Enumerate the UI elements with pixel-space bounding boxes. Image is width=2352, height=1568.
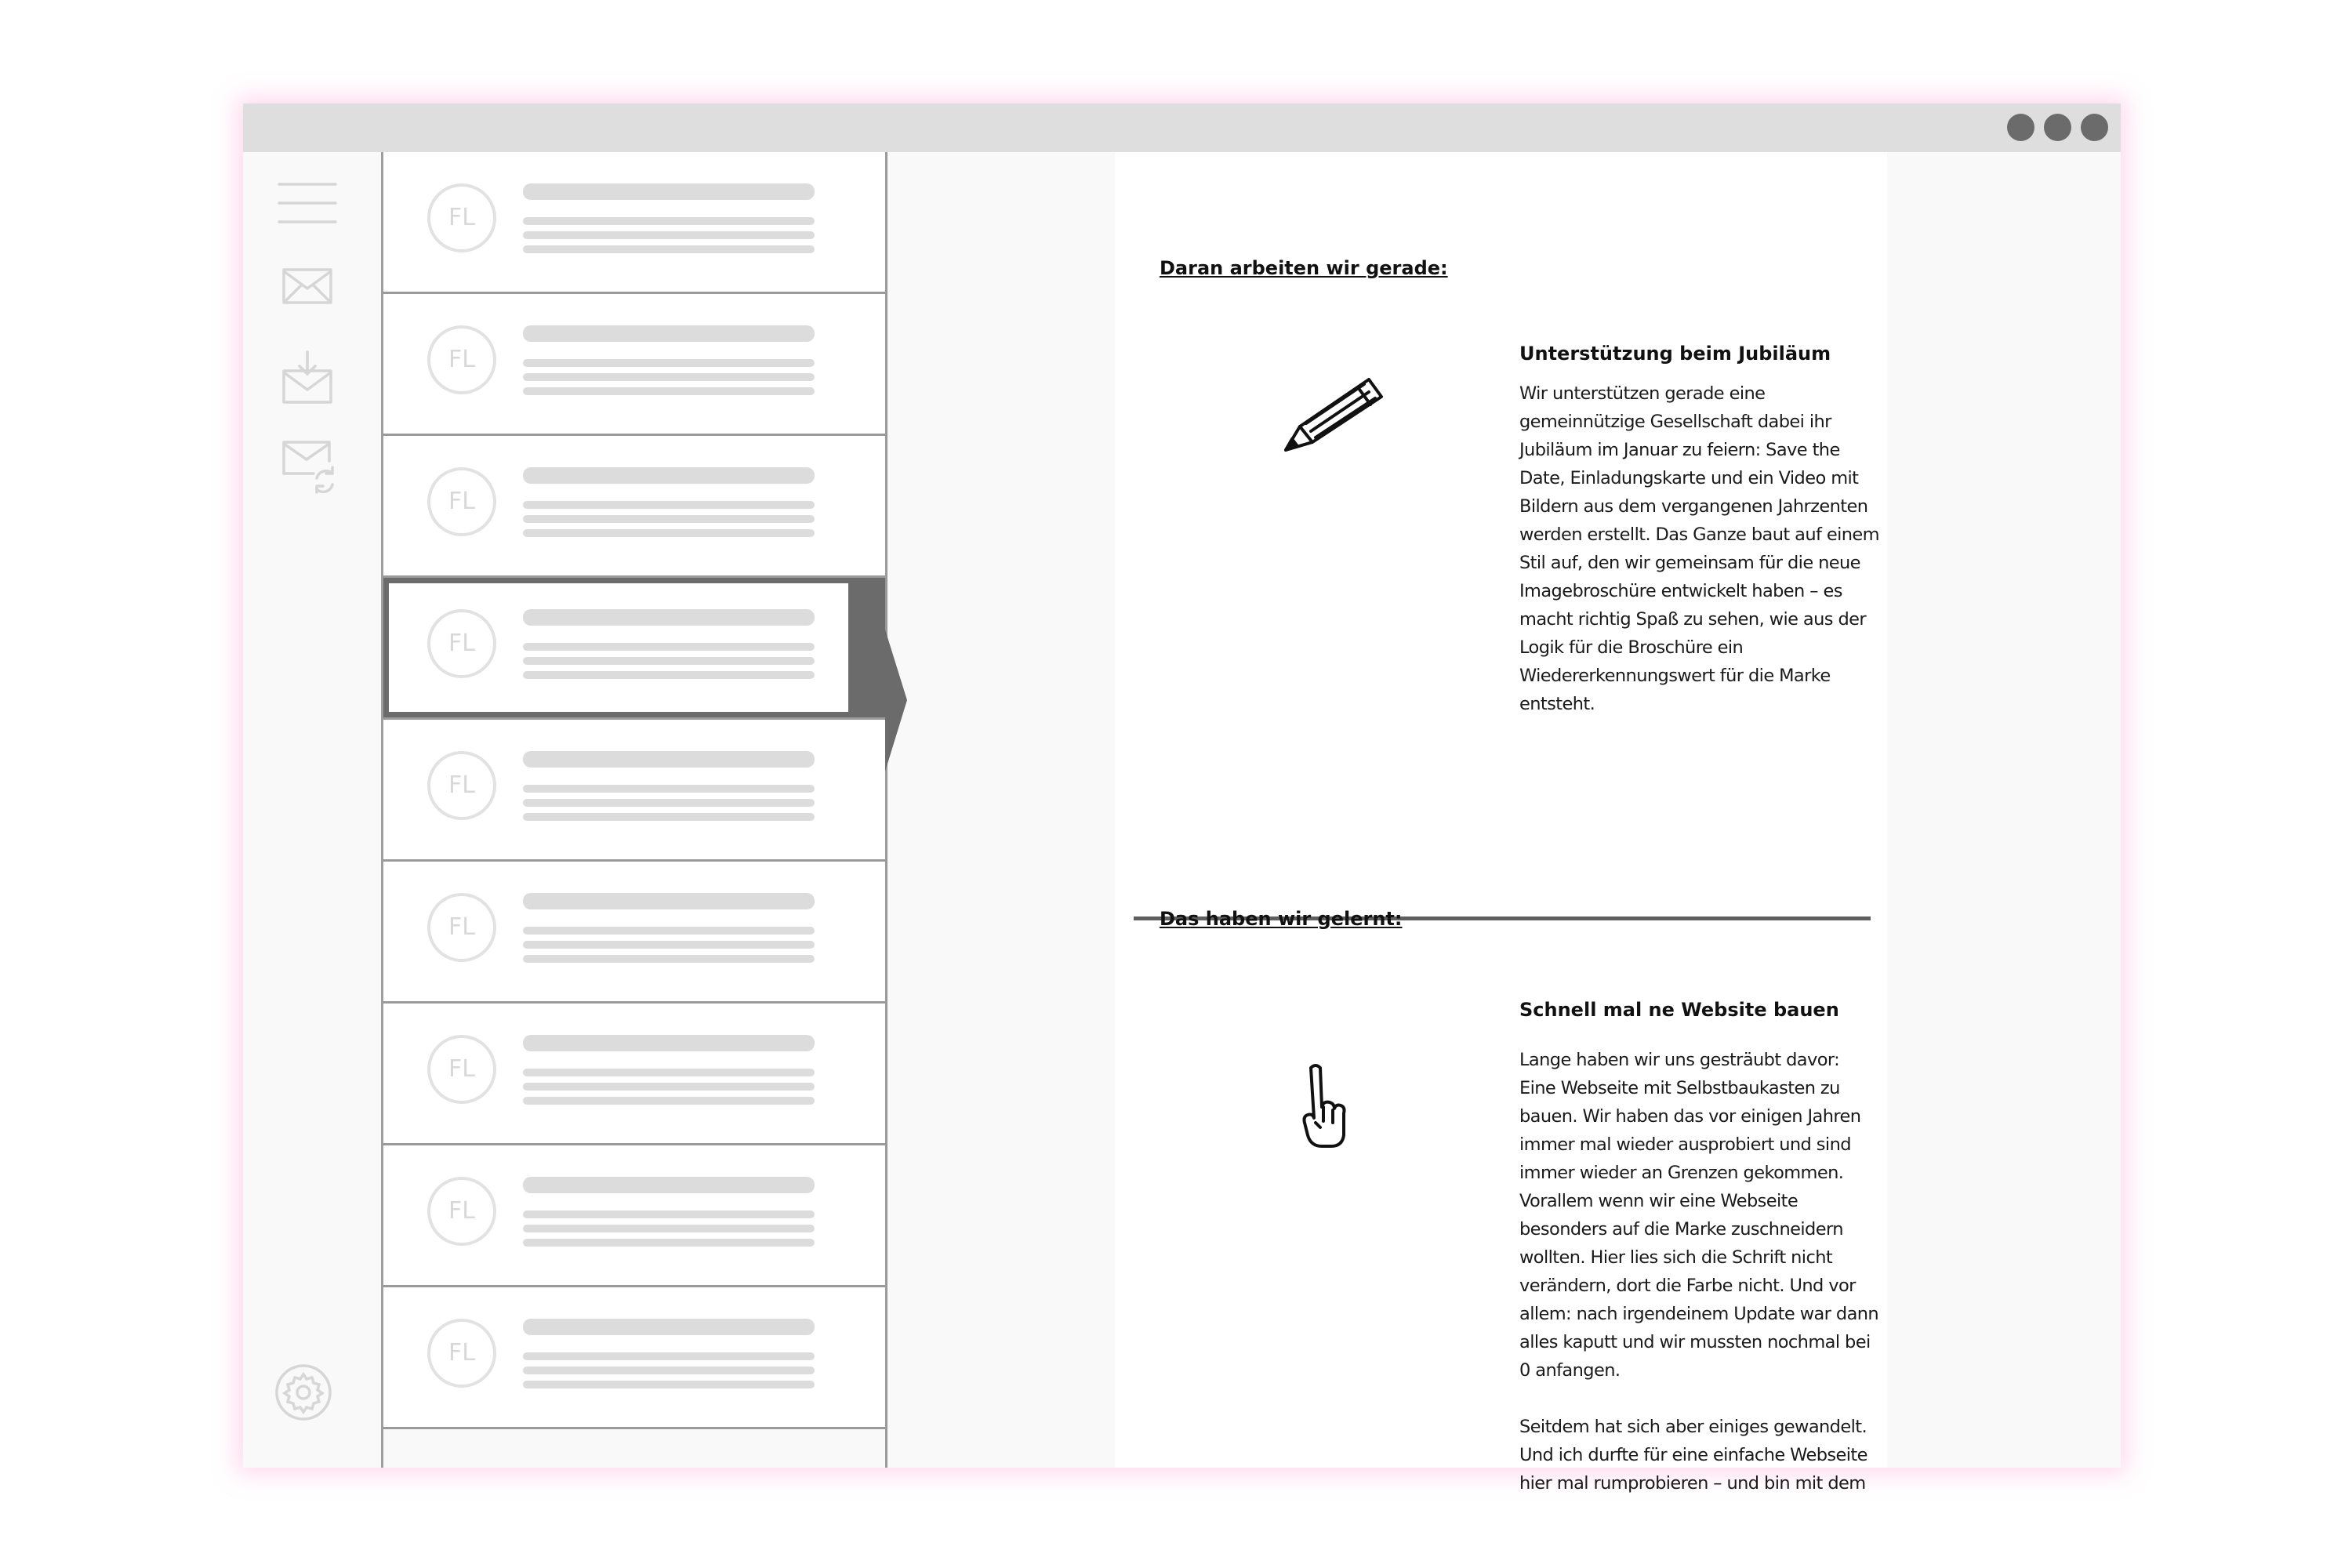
list-item[interactable] bbox=[383, 1287, 885, 1429]
section-heading: Daran arbeiten wir gerade: bbox=[1160, 257, 1448, 279]
inbox-download-icon[interactable] bbox=[282, 350, 332, 404]
menu-icon[interactable] bbox=[278, 182, 337, 224]
placeholder-line bbox=[523, 751, 815, 768]
avatar: FL bbox=[427, 609, 496, 678]
article-title: Schnell mal ne Website bauen bbox=[1519, 999, 1839, 1021]
placeholder-line bbox=[523, 1035, 815, 1051]
placeholder-line bbox=[523, 1177, 815, 1193]
placeholder-line bbox=[523, 813, 815, 821]
avatar: FL bbox=[427, 325, 496, 394]
article-paragraph: Lange haben wir uns gesträubt davor: Eine Webseite mit Selbstbaukasten zu bauen. Wir haben das vor einigen Jahren immer mal wieder ausprobiert und sind immer wieder an Grenzen gekommen. Vorallem wenn wir eine Webseite besonders auf die Marke zuschneidern wollten. Hier lies sich die Schrift nicht verändern, dort die Farbe nicht. Und vor allem: nach irgendeinem Update war dann alles kaputt und wir mussten nochmal bei 0 anfangen. bbox=[1519, 1050, 1879, 1381]
list-item[interactable] bbox=[383, 1004, 885, 1145]
avatar: FL bbox=[427, 751, 496, 820]
article-body: Wir unterstützen gerade eine gemeinnützige Gesellschaft dabei ihr Jubiläum im Januar zu feiern: Save the Date, Einladungskarte und ein Video mit Bildern aus dem vergangenen Jahrzenten werden erstellt. Das Ganze baut auf einem Stil auf, den wir gemeinsam für die neue Imagebroschüre entwickelt haben – es macht richtig Spaß zu sehen, wie aus der Logik für die Broschüre ein Wiedererkennungswert für die Marke entsteht. bbox=[1519, 383, 1879, 714]
section-heading: Das haben wir gelernt: bbox=[1160, 908, 1403, 930]
placeholder-line bbox=[523, 1381, 815, 1388]
list-item[interactable] bbox=[383, 436, 885, 578]
placeholder-line bbox=[523, 955, 815, 963]
placeholder-line bbox=[523, 657, 815, 665]
sidebar bbox=[243, 152, 383, 1468]
pointing-hand-icon bbox=[1300, 1062, 1347, 1148]
avatar: FL bbox=[427, 467, 496, 536]
list-item-selected[interactable] bbox=[383, 578, 885, 720]
placeholder-line bbox=[523, 387, 815, 395]
window-control-dot[interactable] bbox=[2081, 114, 2108, 141]
list-item[interactable] bbox=[383, 862, 885, 1004]
placeholder-line bbox=[523, 325, 815, 342]
window-control-dot[interactable] bbox=[2044, 114, 2071, 141]
message-list bbox=[383, 152, 887, 1468]
placeholder-line bbox=[523, 799, 815, 807]
list-item[interactable] bbox=[383, 720, 885, 862]
placeholder-line bbox=[523, 183, 815, 200]
message-content bbox=[1115, 152, 1887, 1494]
placeholder-line bbox=[523, 1239, 815, 1247]
avatar: FL bbox=[427, 1319, 496, 1388]
window-control-dot[interactable] bbox=[2007, 114, 2034, 141]
list-item[interactable] bbox=[383, 152, 885, 294]
placeholder-line bbox=[523, 1319, 815, 1335]
placeholder-line bbox=[523, 643, 815, 651]
avatar: FL bbox=[427, 1177, 496, 1246]
placeholder-line bbox=[523, 1225, 815, 1232]
placeholder-line bbox=[523, 785, 815, 793]
selection-indicator bbox=[848, 578, 885, 717]
settings-icon[interactable] bbox=[274, 1363, 332, 1421]
placeholder-line bbox=[523, 373, 815, 381]
placeholder-line bbox=[523, 941, 815, 949]
list-item[interactable] bbox=[383, 1145, 885, 1287]
mail-icon[interactable] bbox=[282, 268, 332, 304]
placeholder-line bbox=[523, 1352, 815, 1360]
placeholder-line bbox=[523, 671, 815, 679]
app-window bbox=[243, 103, 2121, 1494]
placeholder-line bbox=[523, 467, 815, 484]
placeholder-line bbox=[523, 245, 815, 253]
article-paragraph: Seitdem hat sich aber einiges gewandelt. Und ich durfte für eine einfache Webseite hier mal rumprobieren – und bin mit dem bbox=[1519, 1417, 1867, 1494]
mail-sync-icon[interactable] bbox=[282, 441, 336, 494]
pencil-icon bbox=[1279, 368, 1389, 456]
placeholder-line bbox=[523, 529, 815, 537]
selection-arrow bbox=[885, 630, 907, 771]
placeholder-line bbox=[523, 1367, 815, 1374]
placeholder-line bbox=[523, 231, 815, 239]
article-body bbox=[1519, 1046, 1880, 1497]
title-bar bbox=[243, 103, 2121, 152]
placeholder-line bbox=[523, 927, 815, 935]
placeholder-line bbox=[523, 1069, 815, 1076]
placeholder-line bbox=[523, 1097, 815, 1105]
article-title: Unterstützung beim Jubiläum bbox=[1519, 343, 1831, 365]
placeholder-line bbox=[523, 501, 815, 509]
list-item[interactable] bbox=[383, 294, 885, 436]
placeholder-line bbox=[523, 515, 815, 523]
placeholder-line bbox=[523, 359, 815, 367]
placeholder-line bbox=[523, 1210, 815, 1218]
placeholder-line bbox=[523, 893, 815, 909]
avatar: FL bbox=[427, 893, 496, 962]
placeholder-line bbox=[523, 609, 815, 626]
avatar: FL bbox=[427, 1035, 496, 1104]
avatar: FL bbox=[427, 183, 496, 252]
placeholder-line bbox=[523, 1083, 815, 1091]
placeholder-line bbox=[523, 217, 815, 225]
